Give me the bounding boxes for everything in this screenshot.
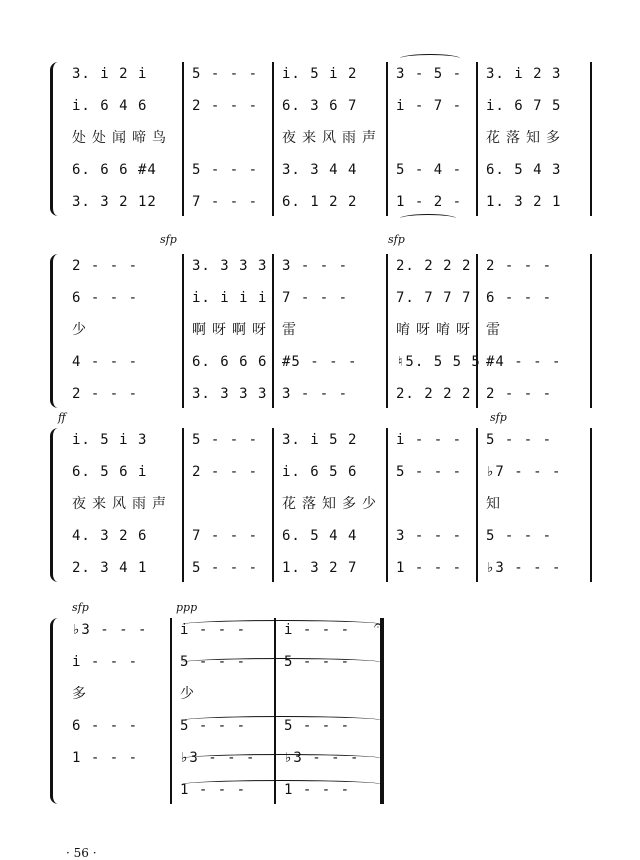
measure-notes: ♭3 - - - xyxy=(486,560,562,576)
measure-notes: i - - - xyxy=(72,654,139,670)
notation-line xyxy=(62,62,622,86)
notation-line xyxy=(62,350,622,374)
measure-notes: 4. 3 2 6 xyxy=(72,528,148,544)
lyric-text: 雷 xyxy=(486,322,506,338)
measure-notes: i. i i i xyxy=(192,290,268,306)
measure-notes: 1 - - - xyxy=(180,782,247,798)
measure-notes: 3. i 2 i xyxy=(72,66,148,82)
measure-notes: 3 - 5 - xyxy=(396,66,463,82)
measure-notes: 5 - - - xyxy=(192,432,259,448)
measure-notes: 5 - - - xyxy=(396,464,463,480)
measure-notes: 6. 3 6 7 xyxy=(282,98,358,114)
slur-mark xyxy=(182,716,382,725)
dynamic-marking: ppp xyxy=(176,601,198,614)
measure-notes: i - - - xyxy=(396,432,463,448)
measure-notes: ♭3 - - - xyxy=(180,750,256,766)
lyrics-line xyxy=(62,492,622,516)
measure-notes: 4 - - - xyxy=(72,354,139,370)
slur-mark xyxy=(182,754,382,763)
lyric-text: 花落知多 xyxy=(486,130,566,146)
measure-notes: 5 - - - xyxy=(486,432,553,448)
measure-notes: 3. 3 3 3 xyxy=(192,386,268,402)
measure-notes: ♮5. 5 5 5 xyxy=(396,354,481,370)
measure-notes: ♭3 - - - xyxy=(284,750,360,766)
lyric-text: 唷呀唷呀 xyxy=(396,322,476,338)
measure-notes: 6. 6 6 6 xyxy=(192,354,268,370)
slur-mark xyxy=(400,214,456,223)
barline xyxy=(380,618,384,804)
measure-notes: 2 - - - xyxy=(192,464,259,480)
dynamic-marking: sfp xyxy=(160,233,177,246)
measure-notes: 6. 5 4 4 xyxy=(282,528,358,544)
measure-notes: 7. 7 7 7 xyxy=(396,290,472,306)
slur-mark xyxy=(182,658,382,667)
measure-notes: 3. 3 2 12 xyxy=(72,194,157,210)
measure-notes: 6. 5 6 i xyxy=(72,464,148,480)
notation-line xyxy=(62,556,622,580)
measure-notes: #4 - - - xyxy=(486,354,562,370)
notation-line xyxy=(62,524,622,548)
lyric-text: 少 xyxy=(180,686,200,702)
measure-notes: 5 - - - xyxy=(180,718,247,734)
measure-notes: 7 - - - xyxy=(192,528,259,544)
measure-notes: 5 - - - xyxy=(192,560,259,576)
measure-notes: 2 - - - xyxy=(486,258,553,274)
page-number: · 56 · xyxy=(66,846,97,860)
measure-notes: 2 - - - xyxy=(192,98,259,114)
lyric-text: 处处闻啼鸟 xyxy=(72,130,172,146)
system-brace xyxy=(50,618,63,804)
lyric-text: 少 xyxy=(72,322,92,338)
lyric-text: 夜来风雨声 xyxy=(72,496,172,512)
barline xyxy=(274,618,276,804)
measure-notes: i - - - xyxy=(180,622,247,638)
lyrics-line xyxy=(62,318,622,342)
measure-notes: 3. 3 4 4 xyxy=(282,162,358,178)
lyric-text: 知 xyxy=(486,496,506,512)
lyric-text: 夜来风雨声 xyxy=(282,130,382,146)
measure-notes: i. 5 i 3 xyxy=(72,432,148,448)
measure-notes: i - 7 - xyxy=(396,98,463,114)
lyric-text: 雷 xyxy=(282,322,302,338)
measure-notes: 5 - - - xyxy=(180,654,247,670)
measure-notes: 6. 5 4 3 xyxy=(486,162,562,178)
dynamic-marking: sfp xyxy=(72,601,89,614)
notation-line xyxy=(62,428,622,452)
measure-notes: 7 - - - xyxy=(282,290,349,306)
measure-notes: 1 - - - xyxy=(284,782,351,798)
measure-notes: i. 6 5 6 xyxy=(282,464,358,480)
dynamic-marking: sfp xyxy=(490,411,507,424)
barline xyxy=(170,618,172,804)
measure-notes: 2. 2 2 2 xyxy=(396,258,472,274)
measure-notes: 1 - 2 - xyxy=(396,194,463,210)
dynamic-marking: ff xyxy=(58,411,66,424)
measure-notes: ♭7 - - - xyxy=(486,464,562,480)
measure-notes: 1. 3 2 1 xyxy=(486,194,562,210)
measure-notes: 6 - - - xyxy=(486,290,553,306)
measure-notes: 6 - - - xyxy=(72,290,139,306)
lyrics-line xyxy=(62,682,622,706)
lyric-text: 啊呀啊呀 xyxy=(192,322,272,338)
dynamic-marking: sfp xyxy=(388,233,405,246)
measure-notes: 5 - - - xyxy=(284,718,351,734)
measure-notes: 2 - - - xyxy=(72,258,139,274)
notation-line xyxy=(62,382,622,406)
measure-notes: 2 - - - xyxy=(486,386,553,402)
measure-notes: 1 - - - xyxy=(72,750,139,766)
notation-line xyxy=(62,286,622,310)
measure-notes: 1 - - - xyxy=(396,560,463,576)
measure-notes: 3. i 5 2 xyxy=(282,432,358,448)
measure-notes: #5 - - - xyxy=(282,354,358,370)
measure-notes: 6. 6 6 #4 xyxy=(72,162,157,178)
measure-notes: 5 - - - xyxy=(192,162,259,178)
measure-notes: 2. 3 4 1 xyxy=(72,560,148,576)
notation-line xyxy=(62,460,622,484)
measure-notes: 2. 2 2 2 xyxy=(396,386,472,402)
measure-notes: i. 6 4 6 xyxy=(72,98,148,114)
fermata-icon: 𝄐 xyxy=(374,618,382,634)
measure-notes: i. 5 i 2 xyxy=(282,66,358,82)
measure-notes: 5 - - - xyxy=(486,528,553,544)
measure-notes: 3 - - - xyxy=(396,528,463,544)
measure-notes: 6 - - - xyxy=(72,718,139,734)
slur-mark xyxy=(182,780,382,789)
measure-notes: 3 - - - xyxy=(282,386,349,402)
lyric-text: 多 xyxy=(72,686,92,702)
measure-notes: 5 - - - xyxy=(284,654,351,670)
notation-line xyxy=(62,94,622,118)
measure-notes: 3. i 2 3 xyxy=(486,66,562,82)
measure-notes: ♭3 - - - xyxy=(72,622,148,638)
notation-line xyxy=(62,254,622,278)
notation-line xyxy=(62,158,622,182)
measure-notes: 3 - - - xyxy=(282,258,349,274)
measure-notes: 2 - - - xyxy=(72,386,139,402)
measure-notes: 5 - 4 - xyxy=(396,162,463,178)
slur-mark xyxy=(400,54,460,63)
measure-notes: 3. 3 3 3 xyxy=(192,258,268,274)
measure-notes: i. 6 7 5 xyxy=(486,98,562,114)
lyrics-line xyxy=(62,126,622,150)
notation-line xyxy=(62,190,622,214)
measure-notes: 7 - - - xyxy=(192,194,259,210)
measure-notes: i - - - xyxy=(284,622,351,638)
measure-notes: 5 - - - xyxy=(192,66,259,82)
measure-notes: 6. 1 2 2 xyxy=(282,194,358,210)
lyric-text: 花落知多少 xyxy=(282,496,382,512)
measure-notes: 1. 3 2 7 xyxy=(282,560,358,576)
slur-mark xyxy=(182,620,382,629)
